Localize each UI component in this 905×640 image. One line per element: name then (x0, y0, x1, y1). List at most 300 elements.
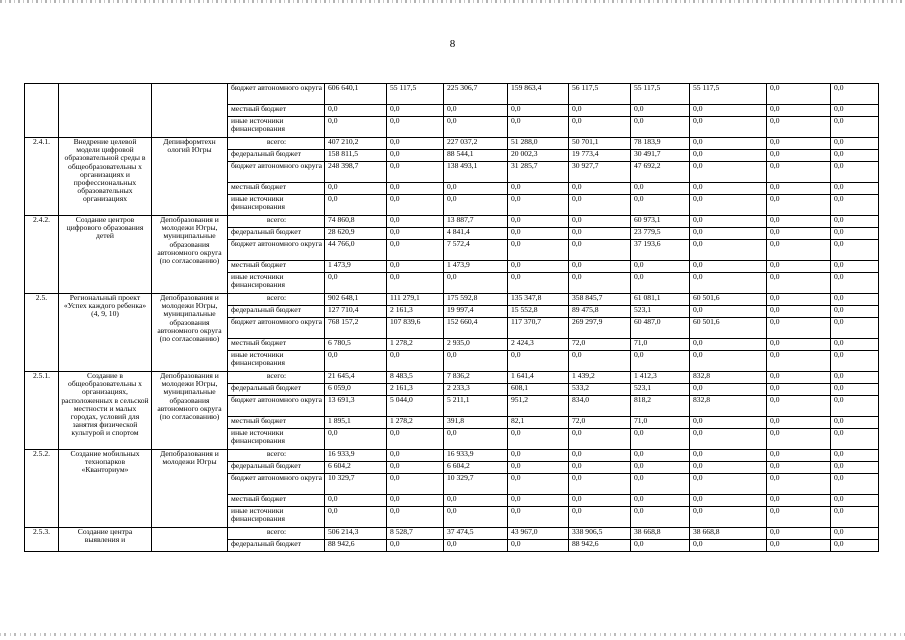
value-cell: 0,0 (690, 216, 767, 228)
value-cell: 71,0 (631, 417, 690, 429)
value-cell: 0,0 (690, 138, 767, 150)
value-cell: 8 483,5 (387, 372, 444, 384)
value-cell: 4 841,4 (444, 228, 508, 240)
table-row (25, 138, 879, 150)
value-cell: 82,1 (508, 417, 569, 429)
value-cell: 0,0 (831, 261, 879, 273)
source-cell: бюджет автономного округа (228, 318, 325, 339)
source-cell: бюджет автономного округа (228, 240, 325, 261)
value-cell: 1 473,9 (325, 261, 387, 273)
value-cell: 0,0 (508, 261, 569, 273)
source-cell: федеральный бюджет (228, 384, 325, 396)
value-cell: 0,0 (387, 273, 444, 294)
value-cell: 0,0 (831, 429, 879, 450)
value-cell: 0,0 (508, 105, 569, 117)
value-cell: 0,0 (767, 138, 831, 150)
value-cell: 15 552,8 (508, 306, 569, 318)
value-cell: 0,0 (767, 396, 831, 417)
item-number-cell (25, 84, 59, 138)
value-cell: 0,0 (444, 540, 508, 552)
value-cell: 523,1 (631, 306, 690, 318)
value-cell: 0,0 (767, 117, 831, 138)
value-cell: 0,0 (690, 351, 767, 372)
value-cell: 0,0 (444, 429, 508, 450)
source-cell: бюджет автономного округа (228, 474, 325, 495)
item-name-cell: Создание центров цифрового образования детей (59, 216, 152, 294)
value-cell: 0,0 (569, 228, 631, 240)
value-cell: 0,0 (508, 183, 569, 195)
value-cell: 0,0 (831, 306, 879, 318)
value-cell: 2 233,3 (444, 384, 508, 396)
value-cell: 0,0 (508, 273, 569, 294)
value-cell: 225 306,7 (444, 84, 508, 105)
value-cell: 0,0 (767, 540, 831, 552)
value-cell: 407 210,2 (325, 138, 387, 150)
value-cell: 0,0 (767, 528, 831, 540)
value-cell: 0,0 (631, 273, 690, 294)
value-cell: 0,0 (767, 240, 831, 261)
source-cell: местный бюджет (228, 339, 325, 351)
value-cell: 0,0 (387, 495, 444, 507)
source-cell: бюджет автономного округа (228, 162, 325, 183)
value-cell: 89 475,8 (569, 306, 631, 318)
value-cell: 0,0 (631, 474, 690, 495)
value-cell: 30 927,7 (569, 162, 631, 183)
value-cell: 523,1 (631, 384, 690, 396)
value-cell: 6 604,2 (444, 462, 508, 474)
value-cell: 0,0 (387, 195, 444, 216)
value-cell: 832,8 (690, 372, 767, 384)
source-cell: всего: (228, 138, 325, 150)
executor-cell: Депобразования и молодежи Югры (152, 450, 228, 528)
item-name-cell: Создание центра выявления и (59, 528, 152, 552)
value-cell: 606 640,1 (325, 84, 387, 105)
executor-cell (152, 84, 228, 138)
value-cell: 0,0 (508, 507, 569, 528)
value-cell: 0,0 (444, 117, 508, 138)
value-cell: 159 863,4 (508, 84, 569, 105)
value-cell: 1 278,2 (387, 339, 444, 351)
value-cell: 50 701,1 (569, 138, 631, 150)
value-cell: 51 288,0 (508, 138, 569, 150)
page-number: 8 (449, 38, 456, 50)
value-cell: 20 002,3 (508, 150, 569, 162)
value-cell: 5 211,1 (444, 396, 508, 417)
value-cell: 135 347,8 (508, 294, 569, 306)
source-cell: всего: (228, 294, 325, 306)
value-cell: 0,0 (387, 240, 444, 261)
value-cell: 1 412,3 (631, 372, 690, 384)
value-cell: 0,0 (508, 495, 569, 507)
value-cell: 8 528,7 (387, 528, 444, 540)
value-cell: 0,0 (569, 195, 631, 216)
value-cell: 0,0 (444, 195, 508, 216)
value-cell: 16 933,9 (444, 450, 508, 462)
source-cell: федеральный бюджет (228, 306, 325, 318)
source-cell: иные источники финансирования (228, 195, 325, 216)
value-cell: 5 044,0 (387, 396, 444, 417)
value-cell: 0,0 (508, 351, 569, 372)
value-cell: 74 860,8 (325, 216, 387, 228)
value-cell: 0,0 (631, 540, 690, 552)
value-cell: 0,0 (508, 216, 569, 228)
value-cell: 0,0 (767, 474, 831, 495)
scan-edge-top (0, 0, 905, 3)
value-cell: 0,0 (508, 462, 569, 474)
value-cell: 768 157,2 (325, 318, 387, 339)
value-cell: 0,0 (631, 183, 690, 195)
value-cell: 834,0 (569, 396, 631, 417)
source-cell: федеральный бюджет (228, 228, 325, 240)
value-cell: 0,0 (325, 195, 387, 216)
value-cell: 72,0 (569, 417, 631, 429)
value-cell: 30 491,7 (631, 150, 690, 162)
value-cell: 0,0 (831, 339, 879, 351)
value-cell: 0,0 (690, 273, 767, 294)
value-cell: 88 942,6 (325, 540, 387, 552)
source-cell: иные источники финансирования (228, 507, 325, 528)
value-cell: 0,0 (569, 507, 631, 528)
value-cell: 832,8 (690, 396, 767, 417)
value-cell: 0,0 (387, 507, 444, 528)
value-cell: 0,0 (831, 105, 879, 117)
item-name-cell: Внедрение целевой модели цифровой образовательной среды в общеобразовательны х организациях и профессиональных образовательных организациях (59, 138, 152, 216)
value-cell: 6 780,5 (325, 339, 387, 351)
value-cell: 78 183,9 (631, 138, 690, 150)
value-cell: 0,0 (767, 384, 831, 396)
value-cell: 0,0 (569, 429, 631, 450)
value-cell: 0,0 (767, 507, 831, 528)
value-cell: 158 811,5 (325, 150, 387, 162)
value-cell: 0,0 (387, 351, 444, 372)
value-cell: 0,0 (690, 105, 767, 117)
value-cell: 0,0 (767, 495, 831, 507)
value-cell: 16 933,9 (325, 450, 387, 462)
budget-table-body (25, 84, 879, 552)
value-cell: 28 620,9 (325, 228, 387, 240)
value-cell: 0,0 (831, 372, 879, 384)
value-cell: 0,0 (690, 162, 767, 183)
value-cell: 152 660,4 (444, 318, 508, 339)
value-cell: 55 117,5 (387, 84, 444, 105)
source-cell: федеральный бюджет (228, 540, 325, 552)
value-cell: 0,0 (690, 150, 767, 162)
value-cell: 0,0 (767, 183, 831, 195)
value-cell: 0,0 (767, 306, 831, 318)
value-cell: 0,0 (387, 117, 444, 138)
value-cell: 0,0 (387, 474, 444, 495)
source-cell: местный бюджет (228, 183, 325, 195)
value-cell: 0,0 (387, 429, 444, 450)
value-cell: 44 766,0 (325, 240, 387, 261)
value-cell: 55 117,5 (690, 84, 767, 105)
value-cell: 0,0 (831, 384, 879, 396)
value-cell: 0,0 (690, 261, 767, 273)
value-cell: 2 935,0 (444, 339, 508, 351)
value-cell: 0,0 (508, 474, 569, 495)
item-name-cell: Региональный проект «Успех каждого ребенка» (4, 9, 10) (59, 294, 152, 372)
value-cell: 0,0 (444, 507, 508, 528)
value-cell: 227 037,2 (444, 138, 508, 150)
value-cell: 1 641,4 (508, 372, 569, 384)
table-row (25, 372, 879, 384)
value-cell: 13 691,3 (325, 396, 387, 417)
value-cell: 506 214,3 (325, 528, 387, 540)
value-cell: 0,0 (387, 105, 444, 117)
value-cell: 0,0 (387, 261, 444, 273)
value-cell: 88 544,1 (444, 150, 508, 162)
value-cell: 21 645,4 (325, 372, 387, 384)
value-cell: 0,0 (831, 507, 879, 528)
value-cell: 608,1 (508, 384, 569, 396)
value-cell: 358 845,7 (569, 294, 631, 306)
value-cell: 0,0 (767, 351, 831, 372)
value-cell: 0,0 (444, 183, 508, 195)
table-row (25, 528, 879, 540)
value-cell: 0,0 (690, 339, 767, 351)
value-cell: 0,0 (690, 429, 767, 450)
value-cell: 0,0 (444, 351, 508, 372)
source-cell: иные источники финансирования (228, 351, 325, 372)
value-cell: 0,0 (831, 294, 879, 306)
value-cell: 0,0 (690, 183, 767, 195)
value-cell: 533,2 (569, 384, 631, 396)
value-cell: 0,0 (831, 240, 879, 261)
value-cell: 0,0 (831, 417, 879, 429)
scan-edge-bottom (0, 633, 905, 636)
value-cell: 0,0 (387, 462, 444, 474)
item-number-cell: 2.4.2. (25, 216, 59, 294)
value-cell: 111 279,1 (387, 294, 444, 306)
value-cell: 127 710,4 (325, 306, 387, 318)
value-cell: 0,0 (631, 105, 690, 117)
value-cell: 23 779,5 (631, 228, 690, 240)
value-cell: 0,0 (767, 228, 831, 240)
value-cell: 1 439,2 (569, 372, 631, 384)
value-cell: 2 161,3 (387, 384, 444, 396)
item-number-cell: 2.5.1. (25, 372, 59, 450)
value-cell: 0,0 (690, 507, 767, 528)
value-cell: 0,0 (767, 372, 831, 384)
value-cell: 19 773,4 (569, 150, 631, 162)
value-cell: 0,0 (508, 540, 569, 552)
value-cell: 38 668,8 (690, 528, 767, 540)
value-cell: 0,0 (508, 429, 569, 450)
executor-cell: Депобразования и молодежи Югры, муниципальные образования автономного округа (по согласованию) (152, 372, 228, 450)
value-cell: 0,0 (690, 450, 767, 462)
value-cell: 0,0 (831, 216, 879, 228)
source-cell: всего: (228, 372, 325, 384)
value-cell: 0,0 (767, 294, 831, 306)
value-cell: 0,0 (631, 195, 690, 216)
value-cell: 0,0 (690, 540, 767, 552)
value-cell: 0,0 (831, 228, 879, 240)
value-cell: 175 592,8 (444, 294, 508, 306)
value-cell: 338 906,5 (569, 528, 631, 540)
value-cell: 0,0 (831, 495, 879, 507)
value-cell: 0,0 (767, 318, 831, 339)
value-cell: 0,0 (690, 306, 767, 318)
value-cell: 0,0 (444, 495, 508, 507)
value-cell: 0,0 (831, 84, 879, 105)
source-cell: всего: (228, 450, 325, 462)
item-number-cell: 2.5. (25, 294, 59, 372)
value-cell: 0,0 (767, 339, 831, 351)
value-cell: 43 967,0 (508, 528, 569, 540)
value-cell: 55 117,5 (631, 84, 690, 105)
value-cell: 0,0 (831, 450, 879, 462)
value-cell: 0,0 (767, 429, 831, 450)
value-cell: 1 278,2 (387, 417, 444, 429)
value-cell: 0,0 (569, 474, 631, 495)
source-cell: иные источники финансирования (228, 273, 325, 294)
value-cell: 60 973,1 (631, 216, 690, 228)
table-row (25, 294, 879, 306)
value-cell: 7 836,2 (444, 372, 508, 384)
value-cell: 138 493,1 (444, 162, 508, 183)
value-cell: 0,0 (508, 117, 569, 138)
value-cell: 0,0 (831, 183, 879, 195)
value-cell: 0,0 (569, 240, 631, 261)
value-cell: 60 487,0 (631, 318, 690, 339)
source-cell: федеральный бюджет (228, 462, 325, 474)
value-cell: 1 473,9 (444, 261, 508, 273)
value-cell: 0,0 (831, 117, 879, 138)
value-cell: 13 887,7 (444, 216, 508, 228)
item-number-cell: 2.5.3. (25, 528, 59, 552)
value-cell: 0,0 (569, 117, 631, 138)
value-cell: 0,0 (325, 429, 387, 450)
executor-cell: Депинформтехн ологий Югры (152, 138, 228, 216)
value-cell: 0,0 (631, 495, 690, 507)
source-cell: всего: (228, 528, 325, 540)
value-cell: 0,0 (387, 183, 444, 195)
value-cell: 0,0 (690, 117, 767, 138)
value-cell: 0,0 (325, 507, 387, 528)
value-cell: 0,0 (387, 162, 444, 183)
value-cell: 61 081,1 (631, 294, 690, 306)
value-cell: 0,0 (631, 351, 690, 372)
value-cell: 0,0 (631, 261, 690, 273)
value-cell: 1 895,1 (325, 417, 387, 429)
value-cell: 2 424,3 (508, 339, 569, 351)
value-cell: 0,0 (767, 150, 831, 162)
value-cell: 0,0 (690, 474, 767, 495)
value-cell: 0,0 (444, 105, 508, 117)
source-cell: иные источники финансирования (228, 117, 325, 138)
value-cell: 0,0 (325, 273, 387, 294)
value-cell: 38 668,8 (631, 528, 690, 540)
value-cell: 0,0 (831, 540, 879, 552)
value-cell: 0,0 (569, 105, 631, 117)
value-cell: 0,0 (444, 273, 508, 294)
value-cell: 0,0 (569, 183, 631, 195)
value-cell: 0,0 (569, 261, 631, 273)
value-cell: 0,0 (831, 150, 879, 162)
item-number-cell: 2.4.1. (25, 138, 59, 216)
value-cell: 60 501,6 (690, 294, 767, 306)
executor-cell (152, 528, 228, 552)
source-cell: бюджет автономного округа (228, 84, 325, 105)
item-name-cell: Создание в общеобразовательны х организациях, расположенных в сельской местности и малых городах, условий для занятия физической культурой и спортом (59, 372, 152, 450)
value-cell: 248 398,7 (325, 162, 387, 183)
value-cell: 72,0 (569, 339, 631, 351)
value-cell: 0,0 (767, 261, 831, 273)
value-cell: 37 474,5 (444, 528, 508, 540)
value-cell: 0,0 (831, 528, 879, 540)
value-cell: 0,0 (831, 396, 879, 417)
value-cell: 60 501,6 (690, 318, 767, 339)
value-cell: 0,0 (569, 351, 631, 372)
source-cell: иные источники финансирования (228, 429, 325, 450)
value-cell: 391,8 (444, 417, 508, 429)
value-cell: 0,0 (631, 117, 690, 138)
value-cell: 818,2 (631, 396, 690, 417)
value-cell: 0,0 (767, 462, 831, 474)
value-cell: 0,0 (325, 183, 387, 195)
value-cell: 0,0 (767, 195, 831, 216)
item-number-cell: 2.5.2. (25, 450, 59, 528)
table-row (25, 216, 879, 228)
value-cell: 0,0 (387, 138, 444, 150)
value-cell: 0,0 (690, 417, 767, 429)
value-cell: 0,0 (831, 318, 879, 339)
table-row (25, 84, 879, 105)
value-cell: 0,0 (569, 273, 631, 294)
value-cell: 0,0 (831, 474, 879, 495)
value-cell: 56 117,5 (569, 84, 631, 105)
value-cell: 0,0 (325, 495, 387, 507)
value-cell: 0,0 (325, 117, 387, 138)
source-cell: местный бюджет (228, 105, 325, 117)
value-cell: 0,0 (831, 195, 879, 216)
value-cell: 6 604,2 (325, 462, 387, 474)
value-cell: 0,0 (767, 273, 831, 294)
value-cell: 0,0 (325, 351, 387, 372)
value-cell: 951,2 (508, 396, 569, 417)
source-cell: местный бюджет (228, 495, 325, 507)
value-cell: 0,0 (387, 150, 444, 162)
item-name-cell: Создание мобильных технопарков «Кванториум» (59, 450, 152, 528)
value-cell: 0,0 (690, 462, 767, 474)
executor-cell: Депобразования и молодежи Югры, муниципальные образования автономного округа (по согласованию) (152, 216, 228, 294)
value-cell: 37 193,6 (631, 240, 690, 261)
value-cell: 0,0 (569, 495, 631, 507)
source-cell: местный бюджет (228, 417, 325, 429)
value-cell: 0,0 (631, 507, 690, 528)
value-cell: 0,0 (569, 450, 631, 462)
value-cell: 0,0 (690, 240, 767, 261)
value-cell: 0,0 (831, 462, 879, 474)
value-cell: 0,0 (767, 84, 831, 105)
item-name-cell (59, 84, 152, 138)
source-cell: бюджет автономного округа (228, 396, 325, 417)
value-cell: 31 285,7 (508, 162, 569, 183)
value-cell: 0,0 (690, 195, 767, 216)
value-cell: 0,0 (508, 450, 569, 462)
value-cell: 71,0 (631, 339, 690, 351)
value-cell: 0,0 (831, 351, 879, 372)
value-cell: 0,0 (387, 228, 444, 240)
executor-cell: Депобразования и молодежи Югры, муниципальные образования автономного округа (по согласованию) (152, 294, 228, 372)
value-cell: 0,0 (631, 462, 690, 474)
value-cell: 7 572,4 (444, 240, 508, 261)
table-row (25, 450, 879, 462)
value-cell: 0,0 (569, 462, 631, 474)
value-cell: 0,0 (508, 228, 569, 240)
value-cell: 117 370,7 (508, 318, 569, 339)
value-cell: 6 059,0 (325, 384, 387, 396)
